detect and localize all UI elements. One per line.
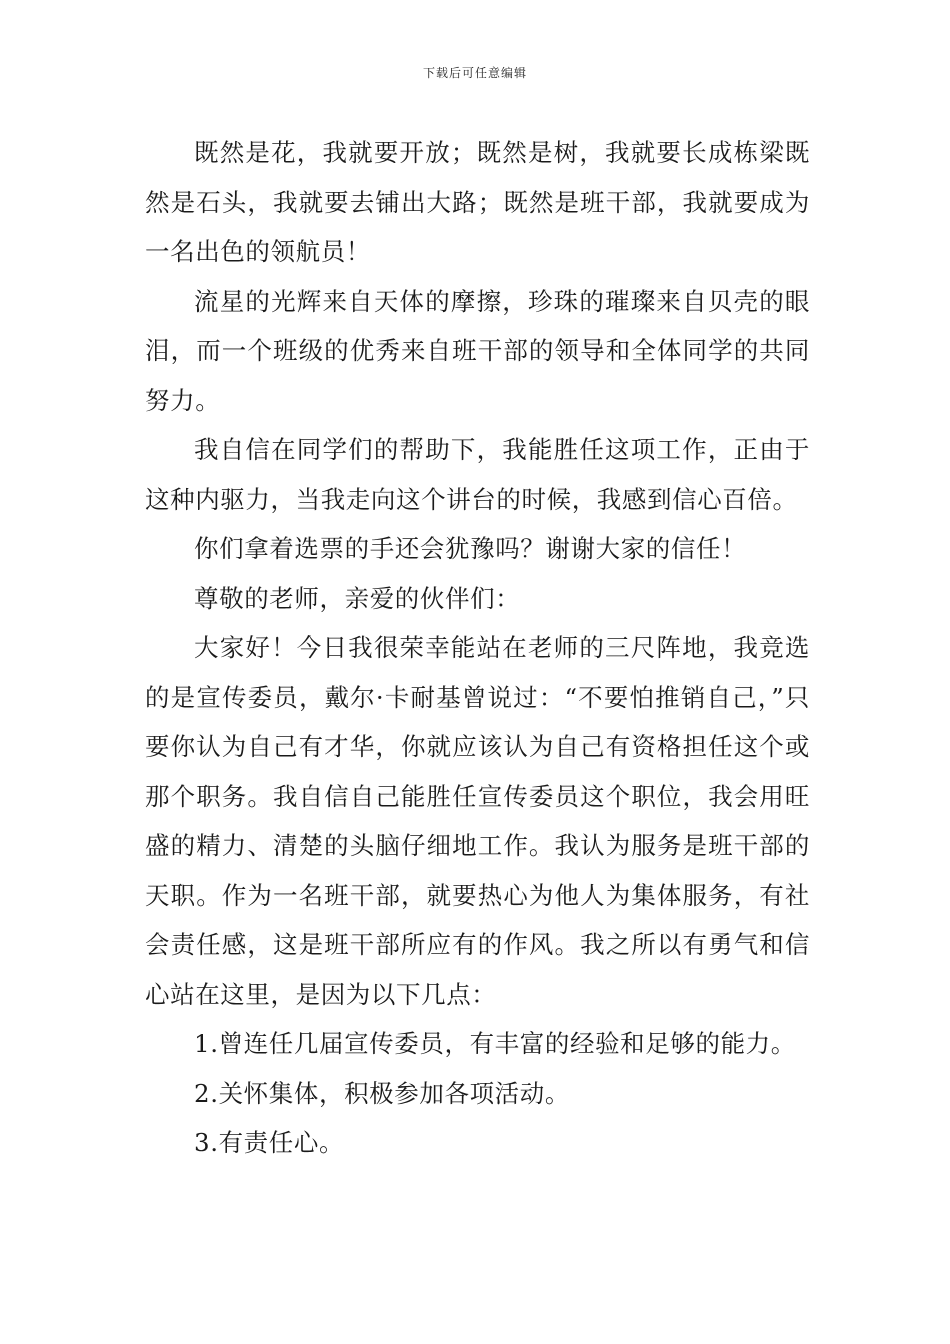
paragraph-thanks: 你们拿着选票的手还会犹豫吗？谢谢大家的信任！: [194, 534, 747, 563]
page-header: 下载后可任意编辑: [422, 66, 527, 80]
document-body: [145, 128, 810, 1168]
paragraph-confidence: 我自信在同学们的帮助下，我能胜任这项工作，正由于这种内驱力，当我走向这个讲台的时候，我感到信心百倍。: [145, 435, 810, 514]
list-item-2: 2.关怀集体，积极参加各项活动。: [194, 1078, 570, 1108]
paragraph-flower-tree: 既然是花，我就要开放；既然是树，我就要长成栋梁既然是石头，我就要去铺出大路；既然是班干部，我就要成为一名出色的领航员！: [145, 138, 810, 266]
paragraph-greeting: 尊敬的老师，亲爱的伙伴们：: [194, 583, 521, 613]
paragraph-meteor-pearl: 流星的光辉来自天体的摩擦，珍珠的璀璨来自贝壳的眼泪，而一个班级的优秀来自班干部的领导和全体同学的共同努力。: [145, 286, 810, 415]
list-item-3: 3.有责任心。: [194, 1128, 345, 1157]
list-item-1: 1.曾连任几届宣传委员，有丰富的经验和足够的能力。: [194, 1029, 796, 1058]
paragraph-speech-body: 大家好！今日我很荣幸能站在老师的三尺阵地，我竞选的是宣传委员，戴尔·卡耐基曾说过：“不要怕推销自己，”只要你认为自己有才华，你就应该认为自己有资格担任这个或那个职务。我自信自己能胜任宣传委员这个职位，我会用旺盛的精力、清楚的头脑仔细地工作。我认为服务是班干部的天职。作为一名班干部，就要热心为他人为集体服务，有社会责任感，这是班干部所应有的作风。我之所以有勇气和信心站在这里，是因为以下几点：: [145, 633, 810, 1009]
